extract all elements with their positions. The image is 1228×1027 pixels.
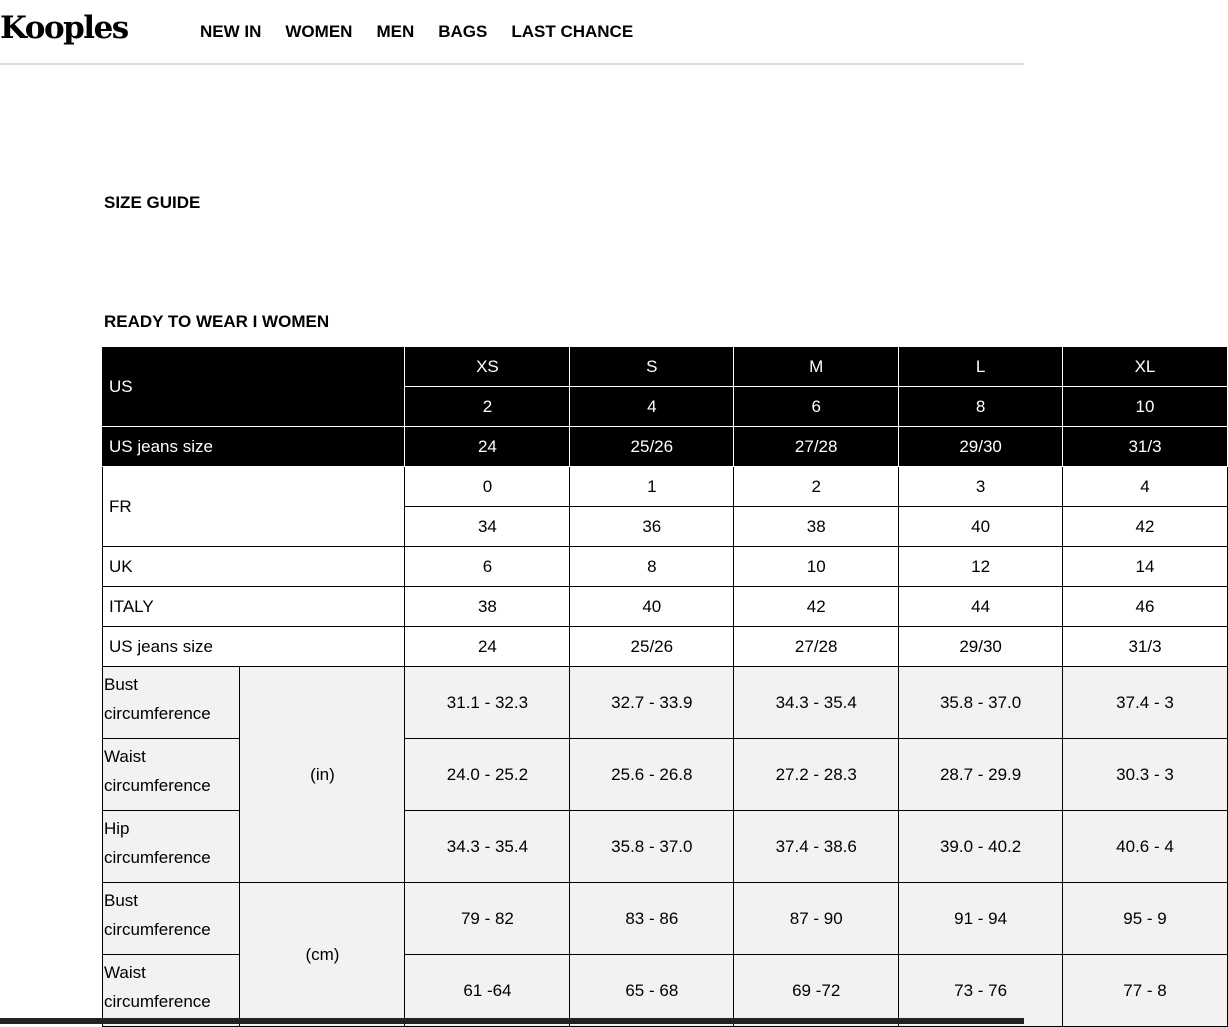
measure-label: Hip circumference [103,811,240,883]
nav-last-chance[interactable]: LAST CHANCE [511,22,634,41]
size-cell: 6 [405,547,570,587]
size-cell: XS [405,347,570,387]
size-cell: 12 [899,547,1063,587]
size-cell: 61 -64 [405,955,570,1027]
size-cell: 27/28 [734,627,899,667]
table-row [103,667,1228,739]
row-label-italy: ITALY [103,587,405,627]
nav-bags[interactable]: BAGS [438,22,488,41]
size-cell: 91 - 94 [899,883,1063,955]
measure-label: Waist circumference [103,739,240,811]
measure-label: Waist circumference [103,955,240,1027]
measure-label: Bust circumference [103,883,240,955]
size-cell: 10 [1063,387,1228,427]
size-cell: 6 [734,387,899,427]
size-cell: 37.4 - 38.6 [734,811,899,883]
size-cell: 34 [405,507,570,547]
size-cell: 38 [734,507,899,547]
size-cell: 79 - 82 [405,883,570,955]
table-row [103,467,1228,507]
size-cell: 25/26 [570,427,734,467]
size-cell: M [734,347,899,387]
size-cell: 69 -72 [734,955,899,1027]
size-cell: 24 [405,427,570,467]
row-label-us-jeans: US jeans size [103,427,405,467]
table-row [103,587,1228,627]
site-header [0,0,1024,65]
size-cell: 35.8 - 37.0 [899,667,1063,739]
size-cell: 27.2 - 28.3 [734,739,899,811]
table-row [103,347,1228,387]
unit-label: (cm) [240,883,405,1027]
size-cell: 31.1 - 32.3 [405,667,570,739]
size-table [102,346,1228,1027]
size-cell: 83 - 86 [570,883,734,955]
row-label-fr: FR [103,467,405,547]
size-cell: 37.4 - 3 [1063,667,1228,739]
size-cell: 28.7 - 29.9 [899,739,1063,811]
measure-label: Bust circumference [103,667,240,739]
size-cell: 25.6 - 26.8 [570,739,734,811]
size-cell: 39.0 - 40.2 [899,811,1063,883]
size-cell: 1 [570,467,734,507]
size-cell: 29/30 [899,427,1063,467]
size-cell: 42 [1063,507,1228,547]
table-row [103,883,1228,955]
page-title: SIZE GUIDE [104,193,201,212]
size-cell: 35.8 - 37.0 [570,811,734,883]
size-table-container [102,346,1174,1024]
size-cell: 77 - 8 [1063,955,1228,1027]
size-cell: XL [1063,347,1228,387]
size-cell: 40.6 - 4 [1063,811,1228,883]
size-cell: 36 [570,507,734,547]
row-label-us: US [103,347,405,427]
nav-women[interactable]: WOMEN [285,22,353,41]
size-cell: 25/26 [570,627,734,667]
nav-men[interactable]: MEN [376,22,415,41]
size-cell: S [570,347,734,387]
table-row [103,627,1228,667]
size-cell: 46 [1063,587,1228,627]
size-cell: 31/3 [1063,427,1228,467]
main-nav [200,22,633,42]
size-cell: L [899,347,1063,387]
size-cell: 24.0 - 25.2 [405,739,570,811]
size-cell: 32.7 - 33.9 [570,667,734,739]
size-cell: 38 [405,587,570,627]
size-cell: 8 [899,387,1063,427]
row-label-us_jeans2: US jeans size [103,627,405,667]
unit-label: (in) [240,667,405,883]
size-cell: 4 [1063,467,1228,507]
size-cell: 4 [570,387,734,427]
bottom-bar [0,1018,1024,1024]
size-cell: 3 [899,467,1063,507]
size-cell: 40 [570,587,734,627]
size-cell: 95 - 9 [1063,883,1228,955]
size-cell: 31/3 [1063,627,1228,667]
size-cell: 44 [899,587,1063,627]
table-row [103,427,1228,467]
size-cell: 34.3 - 35.4 [405,811,570,883]
size-cell: 30.3 - 3 [1063,739,1228,811]
table-row [103,547,1228,587]
size-cell: 29/30 [899,627,1063,667]
row-label-uk: UK [103,547,405,587]
size-cell: 24 [405,627,570,667]
size-cell: 65 - 68 [570,955,734,1027]
size-cell: 40 [899,507,1063,547]
brand-logo[interactable]: Kooples [0,10,128,46]
size-cell: 2 [734,467,899,507]
nav-new-in[interactable]: NEW IN [200,22,262,41]
size-cell: 8 [570,547,734,587]
size-cell: 73 - 76 [899,955,1063,1027]
size-cell: 0 [405,467,570,507]
size-cell: 27/28 [734,427,899,467]
size-cell: 14 [1063,547,1228,587]
size-cell: 2 [405,387,570,427]
size-cell: 10 [734,547,899,587]
size-cell: 42 [734,587,899,627]
size-cell: 34.3 - 35.4 [734,667,899,739]
size-cell: 87 - 90 [734,883,899,955]
section-title: READY TO WEAR I WOMEN [104,312,330,331]
